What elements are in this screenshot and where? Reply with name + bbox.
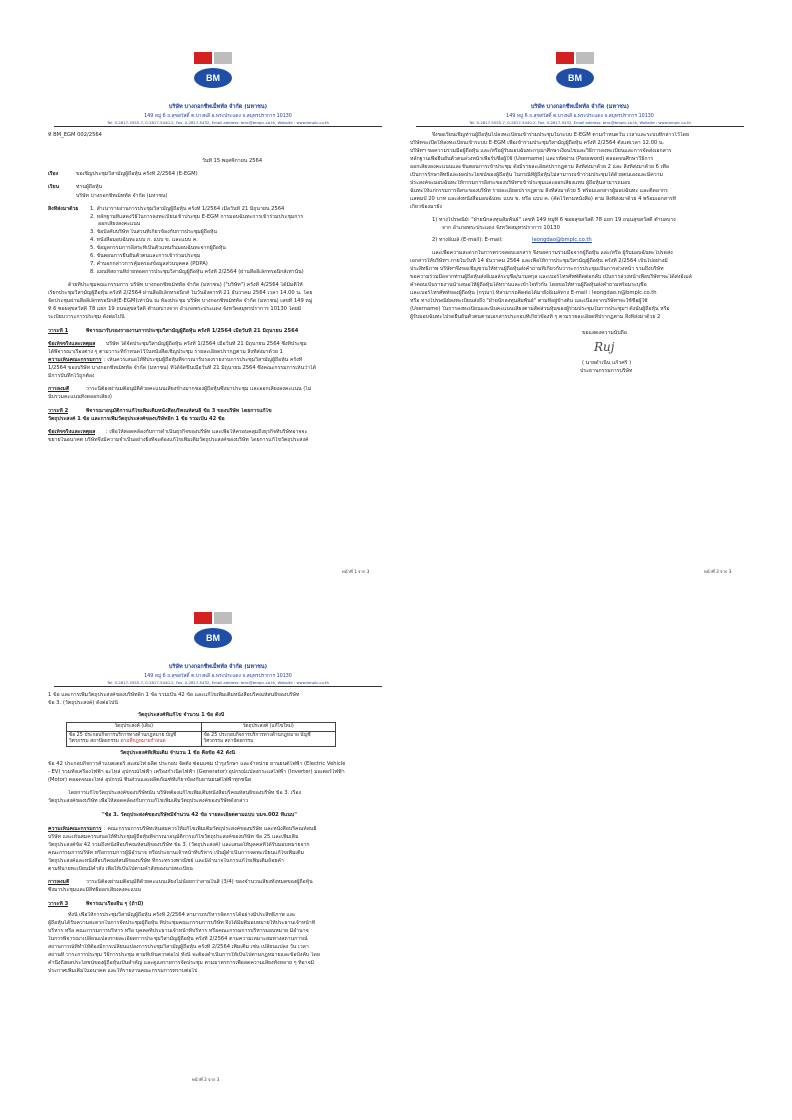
added-objective-title: วัตถุประสงค์ที่เพิ่มเติม จำนวน 1 ข้อ คือข้อ 42 ดังนี้ <box>120 750 236 756</box>
mail-channel-line: 1) ทางไปรษณีย์: "ฝ่ายนักลงทุนสัมพันธ์" เลขที่ 149 หมู่ที่ 6 ซอยสุขสวัสดิ์ 78 แยก 19 ถนนสุขสวัสดิ์ ตำบลบาง <box>432 217 676 223</box>
body2-line: ขอความร่วมมือจากท่านผู้ถือหุ้นส่งอีเมลล์ระบุชื่อ/นามสกุล และเบอร์โทรศัพท์ติดต่อกลับ เป็นการล่วงหน้าเพื่อบริษัทฯจะได้ส่งอีเมล์ <box>410 274 692 280</box>
enclosure-item: 3. ข้อบังคับบริษัท ในส่วนที่เกี่ยวข้องกับการประชุมผู้ถือหุ้น <box>90 229 217 235</box>
agenda-3-title: พิจารณาเรื่องอื่น ๆ (ถ้ามี) <box>86 901 144 907</box>
company-name: บริษัท บางกอกชีทเม็ททัล จำกัด (มหาชน) <box>530 104 630 110</box>
amend-line: โดยการแก้ไขวัตถุประสงค์ของบริษัทนั้น บริษัทต้องแก้ไขเพิ่มเติมหนังสือบริคณห์สนธิของบริษัท ข้อ 3. เรื่อง <box>68 790 302 796</box>
body-line: ออกเสียงลงคะแนนและขั้นตอนการเข้าประชุม ดังมีรายละเอียดปรากฏตาม สิ่งที่ส่งมาด้วย 2 และ สิ่งที่ส่งมาด้วย 6 เพื่อ <box>410 164 669 170</box>
agenda-1-vote-line: นับรวมคะแนนที่งดออกเสียง) <box>48 394 112 400</box>
body2-line: ประสิทธิภาพ บริษัทฯจึงขอเชิญชวนให้ท่านผู้ถือหุ้นส่งคำถามที่เกี่ยวกับวาระการประชุมเป็นการล่วงหน้า รวมถึงบริษัท <box>410 266 664 272</box>
gray-flag-icon <box>576 52 594 64</box>
body-line: ประสงค์จะมอบฉันทะให้กรรมการอิสระของบริษัทฯเข้าประชุมและออกเสียงแทน ผู้ถือหุ้นสามารถมอบ <box>410 180 631 186</box>
page-footer: หน้าที่ 2 จาก 3 <box>192 1077 220 1082</box>
table-cell-line: ข้อ 25 ประกอบกิจการบริการทางด้านกฎหมาย บัญชี <box>203 733 311 738</box>
subject-text: ขอเชิญประชุมวิสามัญผู้ถือหุ้น ครั้งที่ 2/2564 (E-EGM) <box>76 171 198 177</box>
opinion-line: วัตถุประสงค์ข้อ 42 รวมถึงหนังสือบริคณห์สนธิของบริษัท ข้อ 3. (วัตถุประสงค์) และเสนอให้บุคคลที่ได้รับมอบหมายจาก <box>48 842 310 848</box>
company-contact: Tel. 0-2817-5555-7, 0-2817-5440-2, Fax. 0-2817-5432, Email address: bmc@bmplc.co.th, Website : www.bmplc.co.th <box>107 680 329 685</box>
agenda-3-line: สถานที่ วาระการประชุม วิธีการประชุม ตามที่เห็นควรต่อไป ทั้งนี้ จะต้องดำเนินการให้เป็นไปตามกฎหมายและข้อบังคับ โดย <box>48 952 320 958</box>
mail-channel-line: จาก อำเภอพระประแดง จังหวัดสมุทรปราการ 10130 <box>442 225 560 231</box>
vote-line: วาระนี้ต้องผ่านมติอนุมัติด้วยคะแนนเสียงไม่น้อยกว่าสามในสี่ (3/4) ของจำนวนเสียงทั้งหมดของผู้ถือหุ้น <box>86 879 313 885</box>
signer-name: ( นายดำเนิน แก้วศรี ) <box>582 360 632 366</box>
agenda-1-opinion-line: 1/2564 ของบริษัท บางกอกชีทเม็ททัล จำกัด (มหาชน) ที่ได้จัดขึ้นเมื่อวันที่ 21 มิถุนายน 2564 ซึ่งคณะกรรมการเห็นว่าได้ <box>48 365 316 371</box>
table-cell-line: ข้อ 25 ประกอบกิจการบริการทางด้านกฎหมาย บัญชี <box>69 733 177 738</box>
subject-label: เรื่อง <box>48 171 59 177</box>
body-line: หลักฐานเพื่อยืนยันตัวตนล่วงหน้าเพื่อรับชื่อผู้ใช้ (Username) และรหัสผ่าน (Password) ตลอดจนศึกษาวิธีการ <box>410 156 654 162</box>
body2-line: เอกสารให้บริษัทฯ ภายในวันที่ 14 ธันวาคม 2564 และเพื่อให้การประชุมวิสามัญผู้ถือหุ้น ครั้งที่ 2/2564 เป็นไปอย่างมี <box>410 258 668 264</box>
company-address: 149 หมู่ 6 ถ.สุขสวัสดิ์ ต.บางพลี อ.พระประแดง จ.สมุทรปราการ 10130 <box>144 114 292 119</box>
opinion-label: ความเห็นคณะกรรมการ <box>48 826 102 832</box>
added-objective-line: ข้อ 42 ประกอบกิจการค้าแบตเตอรี่ สะสมไฟ ผลิต ประกอบ จัดตั้ง ซ่อมแซม บำรุงรักษา และจำหน่าย ยานยนต์ไฟฟ้า (Electric Vehicle <box>48 761 346 767</box>
closing-text: ขอแสดงความนับถือ <box>582 330 627 336</box>
enclosure-item: 7. คำบอกกล่าวการคุ้มครองข้อมูลส่วนบุคคล (PDPA) <box>90 261 208 267</box>
enclosure-item: 1. สำเนารายงานการประชุมวิสามัญผู้ถือหุ้น ครั้งที่ 1/2564 เมื่อวันที่ 21 มิถุนายน 2564 <box>90 206 285 212</box>
table-cell-line: วิศวกรรม สถาปัตยกรรม ตามที่กฎหมายกำหนด <box>69 739 166 744</box>
logo-text: BM <box>194 628 232 648</box>
table-header: วัตถุประสงค์ (เดิม) <box>67 723 202 732</box>
agenda-3-line: ประกาศเพิ่มเติมในอนาคต และให้รายงานคณะกรรมการทราบต่อไป <box>48 968 198 974</box>
body2-line: และเบอร์โทรศัพท์ของผู้ถือหุ้น (กรุณา) ที่สามารถติดต่อได้มายังอีเมล์ทาง E-mail : leongdao.n@bmplc.co.th <box>410 290 657 296</box>
body-line: จึงขอเรียนเชิญท่านผู้ถือหุ้นไปลงทะเบียนเข้าร่วมประชุมในระบบ E-EGM ตามกำหนดวัน เวลาและระบบที่กล่าวไว้โดย <box>432 132 690 138</box>
signer-title: ประธานกรรมการบริษัท <box>580 368 633 374</box>
objectives-table <box>66 722 336 747</box>
header-rule <box>54 686 382 687</box>
to-text: ท่านผู้ถือหุ้น <box>76 184 103 190</box>
table-cell-new <box>201 732 336 747</box>
added-objective-line: - EV) รวมทั้งเครื่องไฟฟ้า อะไหล่ อุปกรณ์ไฟฟ้า เครื่องกำเนิดไฟฟ้า (Generator) อุปกรณ์แปลงกระแสไฟฟ้า (Inverter) มอเตอร์ไฟฟ้า <box>48 769 345 775</box>
email-link[interactable]: leongdao@bmplc.co.th <box>532 237 592 243</box>
header-rule <box>54 126 382 127</box>
table-cell-line: วิศวกรรม สถาปัตยกรรม <box>203 739 254 744</box>
body2-line: ผู้รับมอบฉันทะโปรดยืนยันตัวตนตามเอกสารประกอบที่เกี่ยวข้องที่ ๆ ตามรายละเอียดที่ปรากฏตาม สิ่งที่ส่งมาด้วย 2 <box>410 314 661 320</box>
agenda-2-title-line: พิจารณาอนุมัติการแก้ไขเพิ่มเติมหนังสือบริคณห์สนธิ ข้อ 3 ของบริษัท โดยการแก้ไข <box>86 408 272 414</box>
company-contact: Tel. 0-2817-5555-7, 0-2817-5440-2, Fax. 0-2817-5432, Email address: bmc@bmplc.co.th, Website : www.bmplc.co.th <box>469 120 691 125</box>
body-line: แสตมป์ 20 บาท และส่งหนังสือมอบฉันทะ แบบ ข. หรือ แบบ ค. (คัดไว้ตามหนังสือ) ตาม สิ่งที่ส่งมาด้วย 4 พร้อมเอกสารที่ <box>410 196 677 202</box>
agenda-1-fact-line: ได้พิจารณาเรื่องต่าง ๆ ตามวาระที่กำหนดไว้ในหนังสือเชิญประชุม รายละเอียดปรากฏตาม สิ่งที่ส่งมาด้วย 1 <box>48 349 283 355</box>
table-header: วัตถุประสงค์ (แก้ไขใหม่) <box>201 723 336 732</box>
intro-line: ด้วยที่ประชุมคณะกรรมการ บริษัท บางกอกชีทเม็ททัล จำกัด (มหาชน) ("บริษัท") ครั้งที่ 4/2564 ได้มีมติให้ <box>68 282 303 288</box>
body2-line: คำตอบเป็นรายงานนำเสนอให้ผู้ถือหุ้นได้ทราบและเข้าใจทั่วกัน โดยขอให้ท่านผู้ถือหุ้นส่งคำถามพร้อมระบุชื่อ <box>410 282 647 288</box>
intro-line: ที่ 6 ซอยสุขสวัสดิ์ 78 แยก 19 ถนนสุขสวัสดิ์ ตำบลบางจาก อำเภอพระประแดง จังหวัดสมุทรปราการ 10130 โดยมี <box>48 306 302 312</box>
to-company: บริษัท บางกอกชีทเม็ททัล จำกัด (มหาชน) <box>76 193 168 199</box>
letter-date: วันที่ 15 พฤศจิกายน 2564 <box>202 158 263 164</box>
agenda-3-line: สถานการณ์ที่ทำให้ต้องมีการเปลี่ยนแปลงการประชุมวิสามัญผู้ถือหุ้น ครั้งที่ 2/2564 เพิ่มเติม เช่น เปลี่ยนแปลง วัน เวลา <box>48 944 309 950</box>
body-line: ฉันทะให้แก่กรรมการอิสระของบริษัท รายละเอียดปรากฏตาม สิ่งที่ส่งมาด้วย 5 พร้อมเอกสารผู้มอบฉันทะ และติดอากร <box>410 188 668 194</box>
agenda-1-fact-label: ข้อเท็จจริงและเหตุผล <box>48 341 96 347</box>
agenda-1-vote-line: วาระนี้ต้องผ่านมติอนุมัติด้วยคะแนนเสียงข้างมากของผู้ถือหุ้นซึ่งมาประชุม และออกเสียงลงคะแนน (ไม่ <box>86 386 312 392</box>
agenda-3-line: ผู้ถือหุ้นได้รับความสะดวกในการจัดประชุมผู้ถือหุ้น ที่ประชุมคณะกรรมการบริษัท จึงได้มีมติมอบหมายให้ประธานเจ้าหน้าที่ <box>48 920 316 926</box>
body2-line: (Username) ในการลงทะเบียนและนับคะแนนเสียงตามสัดส่วนหุ้นของผู้ร่วมประชุมในการประชุมฯ ดังนั้นผู้ถือหุ้น หรือ <box>410 306 670 312</box>
company-logo <box>184 52 242 100</box>
agenda-3-label: วาระที่ 3 <box>48 901 69 907</box>
intro-line: จัดประชุมผ่านสื่ออิเล็กทรอนิกส์(E-EGM)เท่านั้น ณ ห้องประชุม บริษัท บางกอกชีทเม็ททัล จำกัด (มหาชน) เลขที่ 149 หมู่ <box>48 298 313 304</box>
company-logo <box>184 612 242 660</box>
red-flag-icon <box>194 52 212 64</box>
company-address: 149 หมู่ 6 ถ.สุขสวัสดิ์ ต.บางพลี อ.พระประแดง จ.สมุทรปราการ 10130 <box>506 114 654 119</box>
opinion-line: บริษัท และเห็นสมควรเสนอให้ที่ประชุมผู้ถือหุ้นพิจารณาอนุมัติการแก้ไขวัตถุประสงค์ของบริษัท ข้อ 25 และเพิ่มเติม <box>48 834 299 840</box>
body2-line: และเพื่อความสะดวกในการตรวจสอบเอกสาร จึงขอความร่วมมือจากผู้ถือหุ้น และ/หรือ ผู้รับมอบฉันทะโปรดส่ง <box>432 250 673 256</box>
agenda-1-label: วาระที่ 1 <box>48 328 69 334</box>
enclosure-item: 5. ข้อมูลกรรมการอิสระที่เป็นตัวแทนรับมอบฉันทะจากผู้ถือหุ้น <box>90 245 226 251</box>
intro-line: ข้อ 3. (วัตถุประสงค์) ดังต่อไปนี้ <box>48 700 118 706</box>
reference-number: ที่ BM_EGM 002/2564 <box>48 132 102 138</box>
agenda-2-fact-line: ขยายในอนาคต บริษัทจึงมีความจำเป็นอย่างยิ่งที่จะต้องแก้ไขเพิ่มเติมวัตถุประสงค์ของบริษัท โดยการแก้ไขวัตถุประสงค์ <box>48 437 309 443</box>
agenda-1-opinion-label: ความเห็นคณะกรรมการ <box>48 357 102 363</box>
agenda-1-opinion-line: มีการบันทึกไว้ถูกต้อง <box>48 373 95 379</box>
signature-image: Ruj <box>594 340 615 354</box>
body-line: เป็นการรักษาสิทธิและผลประโยชน์ของผู้ถือหุ้น ในกรณีที่ผู้ถือหุ้นไม่สามารถเข้าร่วมประชุมได้ด้วยตนเองและมีความ <box>410 172 663 178</box>
agenda-2-label: วาระที่ 2 <box>48 408 69 414</box>
enclosure-item: 6. ขั้นตอนการยืนยันตัวตนและการเข้าร่วมประชุม <box>90 253 201 259</box>
document-page-3 <box>404 40 756 580</box>
amend-line: วัตถุประสงค์ของบริษัท เพื่อให้สอดคล้องกับการแก้ไขเพิ่มเติมวัตถุประสงค์ของบริษัทดังกล่าว <box>48 798 249 804</box>
agenda-3-line: บริหาร หรือ คณะกรรมการบริหาร หรือ บุคคลที่ประธานเจ้าหน้าที่บริหาร หรือคณะกรรมการบริหารมอบหมาย มีอำนาจ <box>48 928 309 934</box>
body-line: เกี่ยวข้องมายัง <box>410 204 442 210</box>
company-name: บริษัท บางกอกชีทเม็ททัล จำกัด (มหาชน) <box>168 104 268 110</box>
agenda-1-opinion-line: : เห็นควรเสนอให้ที่ประชุมผู้ถือหุ้นพิจารณารับรองรายงานการประชุมวิสามัญผู้ถือหุ้น ครั้งที่ <box>104 357 303 363</box>
table-cell-old <box>67 732 202 747</box>
vote-label: การลงมติ <box>48 879 70 885</box>
red-flag-icon <box>194 612 212 624</box>
body-line: บริษัทจะเปิดให้ลงทะเบียนเข้าระบบ E-EGM เพื่อเข้าร่วมประชุมวิสามัญผู้ถือหุ้น ครั้งที่ 2/2564 ตั้งแต่เวลา 12.00 น. <box>410 140 665 146</box>
header-rule <box>416 126 744 127</box>
to-label: เรียน <box>48 184 60 190</box>
agenda-1-title: พิจารณารับรองรายงานการประชุมวิสามัญผู้ถือหุ้น ครั้งที่ 1/2564 เมื่อวันที่ 21 มิถุนายน 2564 <box>86 328 299 334</box>
logo-text: BM <box>194 68 232 88</box>
amendment-quote: "ข้อ 3. วัตถุประสงค์ของบริษัทมีจำนวน 42 ข้อ รายละเอียดตามแบบ บมจ.002 ที่แนบ" <box>102 812 297 818</box>
opinion-line: ตามที่นายทะเบียนมีคำสั่ง เพื่อให้เป็นไปตามคำสั่งของนายทะเบียน <box>48 866 193 872</box>
page-footer: หน้าที่ 1 จาก 3 <box>342 569 370 574</box>
agenda-2-title-line: วัตถุประสงค์ 1 ข้อ และการเพิ่มวัตถุประสงค์ของบริษัทอีก 1 ข้อ รวมเป็น 42 ข้อ <box>48 416 225 422</box>
opinion-line: วัตถุประสงค์และหนังสือบริคณห์สนธิของบริษัท ที่กระทรวงพาณิชย์ และมีอำนาจในการแก้ไขเพิ่มเติมถ้อยคำ <box>48 858 284 864</box>
agenda-2-fact-label: ข้อเท็จจริงและเหตุผล <box>48 429 96 435</box>
gray-flag-icon <box>214 52 232 64</box>
company-contact: Tel. 0-2817-5555-7, 0-2817-5440-2, Fax. 0-2817-5432, Email address: bmc@bmplc.co.th, Website : www.bmplc.co.th <box>107 120 329 125</box>
intro-line: ระเบียบวาระการประชุม ดังต่อไปนี้ <box>48 314 125 320</box>
page-footer: หน้าที่ 3 จาก 3 <box>704 569 732 574</box>
body-line: บริษัทฯ ขอความร่วมมือผู้ถือหุ้น และ/หรือผู้รับมอบฉันทะกรุณาศึกษาเงื่อนไขและวิธีการลงทะเบียนและการจัดส่งเอกสาร <box>410 148 672 154</box>
opinion-line: : คณะกรรมการบริษัทเห็นสมควรให้แก้ไขเพิ่มเติมวัตถุประสงค์ของบริษัท และหนังสือบริคณห์สนธิ <box>104 826 317 832</box>
agenda-3-line: ทั้งนี้ เพื่อให้การประชุมวิสามัญผู้ถือหุ้น ครั้งที่ 2/2564 สามารถบริหารจัดการได้อย่างมีประสิทธิภาพ และ <box>68 912 296 918</box>
intro-line: เรียกประชุมวิสามัญผู้ถือหุ้น ครั้งที่ 2/2564 ผ่านสื่ออิเล็กทรอนิกส์ ในวันอังคารที่ 21 ธันวาคม 2564 เวลา 14.00 น. โดย <box>48 290 313 296</box>
enclosure-item: ออกเสียงลงคะแนน <box>98 221 141 227</box>
company-name: บริษัท บางกอกชีทเม็ททัล จำกัด (มหาชน) <box>168 664 268 670</box>
table-1-title: วัตถุประสงค์ที่แก้ไข จำนวน 1 ข้อ ดังนี้ <box>138 712 225 718</box>
enclosure-item: 2. หลักฐานที่แสดงวิธีในการลงทะเบียนเข้าประชุม E-EGM การมอบฉันทะการเข้าร่วมประชุมการ <box>90 214 304 220</box>
agenda-3-line: คำนึงถึงผลประโยชน์ของผู้ถือหุ้นเป็นสำคัญ และดูแลรายการจัดประชุม ตามมาตรการเพื่อลดความเสี่ยงทั้งหลาย ๆ ที่อาจมี <box>48 960 315 966</box>
document-page-1 <box>42 40 394 580</box>
logo-text: BM <box>556 68 594 88</box>
body2-line: หรือ ทางไปรษณีย์ลงทะเบียนส่งถึง "ฝ่ายนักลงทุนสัมพันธ์" ตามที่อยู่ข้างต้น และเนื่องจากบริษัทฯจะใช้ชื่อผู้ใช้ <box>410 298 648 304</box>
agenda-3-line: ในการพิจารณาเปลี่ยนแปลงรายละเอียดการประชุมวิสามัญผู้ถือหุ้น ครั้งที่ 2/2564 ตามความเหมาะสมทางสถานการณ์ <box>48 936 308 942</box>
vote-line: ซึ่งมาประชุมและมีสิทธิออกเสียงลงคะแนน <box>48 887 141 893</box>
gray-flag-icon <box>214 612 232 624</box>
enclosure-item: 8. แผนที่สถานที่ถ่ายทอดการประชุมวิสามัญผู้ถือหุ้น ครั้งที่ 2/2564 (ผ่านสื่ออิเล็กทรอนิกส์เท่านั้น) <box>90 269 304 275</box>
intro-line: 1 ข้อ และการเพิ่มวัตถุประสงค์ของบริษัทอีก 1 ข้อ รวมเป็น 42 ข้อ และแก้ไขเพิ่มเติมหนังสือบริคณห์สนธิของบริษัท <box>48 692 300 698</box>
agenda-2-fact-line: : เพื่อให้สอดคล้องกับการดำเนินธุรกิจของบริษัท และเพื่อให้ครอบคลุมถึงธุรกิจที่บริษัทอาจจะ <box>106 429 308 435</box>
opinion-line: คณะกรรมการบริษัท หรือกรรมการผู้มีอำนาจ หรือประธานเจ้าหน้าที่บริหาร เป็นผู้ดำเนินการจดทะเบียนแก้ไขเพิ่มเติม <box>48 850 304 856</box>
red-flag-icon <box>556 52 574 64</box>
agenda-1-vote-label: การลงมติ <box>48 386 70 392</box>
enclosure-label: สิ่งที่ส่งมาด้วย <box>48 206 79 212</box>
company-logo <box>546 52 604 100</box>
added-objective-line: (Motor) ตลอดจนอะไหล่ อุปกรณ์ ชิ้นส่วนและผลิตภัณฑ์ที่เกี่ยวข้องกับยานยนต์ไฟฟ้าทุกชนิด <box>48 777 252 783</box>
company-address: 149 หมู่ 6 ถ.สุขสวัสดิ์ ต.บางพลี อ.พระประแดง จ.สมุทรปราการ 10130 <box>144 674 292 679</box>
email-channel-label: 2) ทางอีเมล์ (E-mail): E-mail: <box>432 237 503 243</box>
removed-text: ตามที่กฎหมายกำหนด <box>120 739 166 744</box>
document-page-2 <box>42 600 394 1100</box>
agenda-1-fact-line: บริษัท ได้จัดประชุมวิสามัญผู้ถือหุ้น ครั้งที่ 1/2564 เมื่อวันที่ 21 มิถุนายน 2564 ซึ่งที่ประชุม <box>106 341 307 347</box>
enclosure-item: 4. หนังสือมอบฉันทะแบบ ก. แบบ ข. และแบบ ค. <box>90 237 198 243</box>
